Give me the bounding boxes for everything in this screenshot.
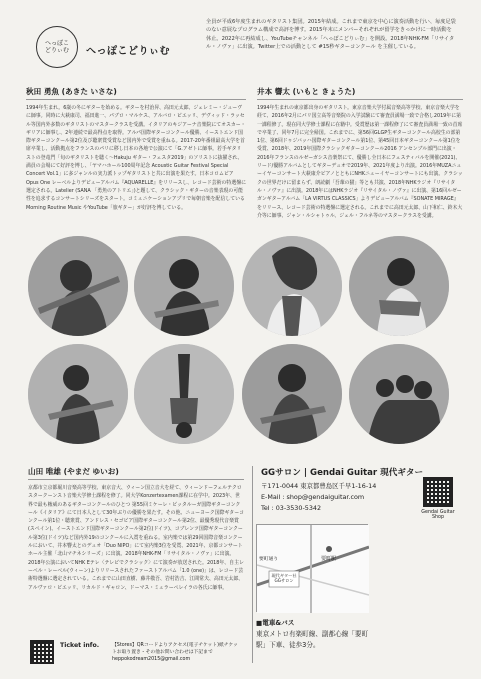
map-label-venue: 現代ギター社 GGサロン [271,573,297,583]
photo-circle [28,344,128,444]
profile-text: 1994年生まれの東京都出身のギタリスト。東京音楽大学付属音楽高等学校、東京音楽大学を経て、2016年2月にパリ国立高等音楽院の入学試験にて審査員満場一致で合格し2019年に第一課程修了。現在同大学修士課程に在籍中。受賞歴は第一課程修了にて審査員満場一致の首席で卒業了、同年7月に完全帰国。これまでに、第56回GLGP生ギターコンクール高校生の部第1位、第6回ドゥジバッハ国際ギターコンクール第1位、第45回日本ギターコンクール第1位を受賞、2018年、2019年国際クラシックギターコンクール2016 アンセンブル部門に出演・2016年フランスのルゼーガシス音楽祭にて、優勝し全日本にフェスティバルを開催(2021)、リード/優勝アルバムとしてギターデュオで2019年、2021年度より出演。2016年MUZAニューイヤーコンサート大萩康介ピアノとともにNHKニューイヤーコンサートにも出演。クラシックの世界だけに留まらず、朗読劇「吾輩の猫」等とも共演、2018年NHKラジオ『リサイタル・ノヴァ』に出演。2018年にはNHKラジオ『リサイタル・ノヴァ』に出演、第16回ルゼーガンギターアルバム「LA VIRTUS CLASSICS」よりデビューアルバム『SONATE MIRAGE』をリリース、レコード芸術の特選盤に選定される。これまでに高田元太郎、山下和仁、鈴木大介等に師事、ジャン・ルシャトゥル、ジェル・フルネ等のマスタークラスを受講。 [257,105,463,219]
profile-text: 1994年生まれ。6歳の冬にギターを始める。ギターを村治昇、高田元太郎、ジェレミー・ジューヴに師事。同時に大萩康司、福田進一、パブロ・マルケス、アルバロ・ピエッリ、デヴィッド・ラッセル等国内外多数のギタリストのマスタークラスを受講。イタリアのキジアーナ音楽院にてオスカー・ギリアに師事し、2年連続で最高得点を取得。アルパ国際ギターコンクール優勝、イーストエンド国際ギターコンクール第2位及び聴衆賞受賞など国内外で受賞を重ねる。2017-20年番組最高大学を首席卒業し、活動拠点をフランスのパリに移し日本の各地で公演にて「G.アゼトに師事。若手ギタリストの登竜門「旬のギタリストを聴く〜Hakuju ギター・フェスタ2019」のソリストに抜擢され、満員の会場にて好評を博し、「ヤマハホール100周年記念 Acoustic Guitar Festival Special Concert Vol.1」に多ジャンルの実力派トップギタリストと共に出演を果たす。日本コロムビア Opus One レーベルよりデビューアルバム『AQUARELLE』をリリースし、レコード芸術の特選盤に選定される。Latelier (SANA 「勇魚のアトリエ」)と題して、クラシック・ギターの音楽表現の可能性を追求するコンサートシリーズをスタート。コミュニケーションアプリで毎朝音楽を配信している Morning Routine Music やYouTube「旅ギター」が好評を博している。 [26,105,246,211]
venue-title: GGサロン | Gendai Guitar 現代ギター [261,468,424,478]
photo-circle [349,236,449,336]
photo-circle [28,236,128,336]
photo-circle [242,344,342,444]
profile-text: 京都市立京都堀川音楽高等学校、東京音大、ウィーン国立音大を経て、ウィーンドーフェルテクロスタークーンスト音楽大学修士課程を修了。同大学Konzertexamen課程に在学中。2023年、世界で最も権威のあるギターコンクールのひとつ 第55回ミケーレ・ピッタルーガ国際ギターコンクール《イタリア》にて日本人として30年ぶりの優勝を果たす。その他、ニューヨーク国際ギターコンクール第1位・聴衆賞、アンドレス・セゴビア国際ギターコンクール第2位、最優秀現代音楽賞(スペイン)、イーストエンド国際ギターコンクール第2位(ドイツ)、コブレンツ国際ギターコンクール第3位(ドイツ)など国内外19のコンクールに入賞を重ねる。室内楽では第29回国際音楽コンクールにおいて、井本響太とのデュオ「Duo NIPO」にて室内楽3位を受賞、2021年、京都コンサートホール主催「北山マチネシリーズ」に出演。2018年NHK-FM「リサイタル・ノヴァ」に出演。2018年公演においてNHK Eテレ〈テレビでクラシック〉にて演奏が放送された。2018年、自主レーベル・レーベル(ウィーン)よりリリースされたファーストアルバム「1.0 (one)」は、レコード芸術特選盤に選定されている。これまでに山田直樹、藤井敬吾、岩村浩吉、江間常夫、高田元太郎、アルヴァロ・ピエッリ、リカルド・ギャロン、ドーマス・ミュラーペレイラの各氏に師事。 [28,485,244,591]
photo-circle [134,344,234,444]
transport-text: 東京メトロ有楽町線、副都心線「要町駅」下車、徒歩3分。 [256,630,369,649]
group-name: へっぽこどりぃむ [86,46,170,57]
shop-qr-code[interactable] [423,477,453,507]
photo-circle [134,236,234,336]
group-intro: 全員が平成6年度生まれのギタリスト集団。2015年結成。これまで東京を中心に演奏活動を行い、毎度足袋のない意展なプログラム構成で高評を博す。2015年末にメンバーそれぞれが留学をきっかけに一時活動を休止。2022年に再結成し、YouTubeチャンネル「へっぽこどりぃむ」を開設。2018年NHK-FM「リサイタル・ノヴァ」に出演。Twitter上での活動として #15秒ギターコンクール を主催している。 [206,19,456,51]
venue-postal: 〒171-0044 東京都豊島区千早1-16-14 [261,482,377,490]
transport-title: ■電車&バス [256,619,295,627]
map-label-street: 要町通り [259,557,279,562]
profile-akita [26,86,246,212]
profile-name: 山田 唯雄 (やまだ ゆいお) [28,466,244,480]
ticket-info [30,640,242,668]
venue-email: E-Mail : shop@gendaiguitar.com [261,493,365,501]
shop-qr-label: Gendai Guitar Shop [421,510,455,520]
venue-tel: Tel : 03-3530-5342 [261,504,322,512]
ticket-text: 【Stores】QRコードよりアクセス(電子チケット)紙チケットお取り置き・その他お問い合わせは下記までheppokodream2015@gmail.com [112,643,238,662]
transport-info [256,618,374,651]
profile-imoto [257,86,463,220]
ticket-qr-code[interactable] [30,640,54,664]
profile-yamada [28,466,244,592]
access-map [256,524,368,612]
photo-circle [349,344,449,444]
group-logo [36,26,78,68]
logo-text: へっぽこ どりぃむ [44,40,69,54]
photo-circle [242,236,342,336]
profile-name: 秋田 勇魚 (あきた いさな) [26,86,246,100]
profile-name: 井本 響太 (いもと きょうた) [257,86,463,100]
map-label-station: 要町駅 [321,556,337,562]
ticket-label: Ticket info. [60,642,100,649]
